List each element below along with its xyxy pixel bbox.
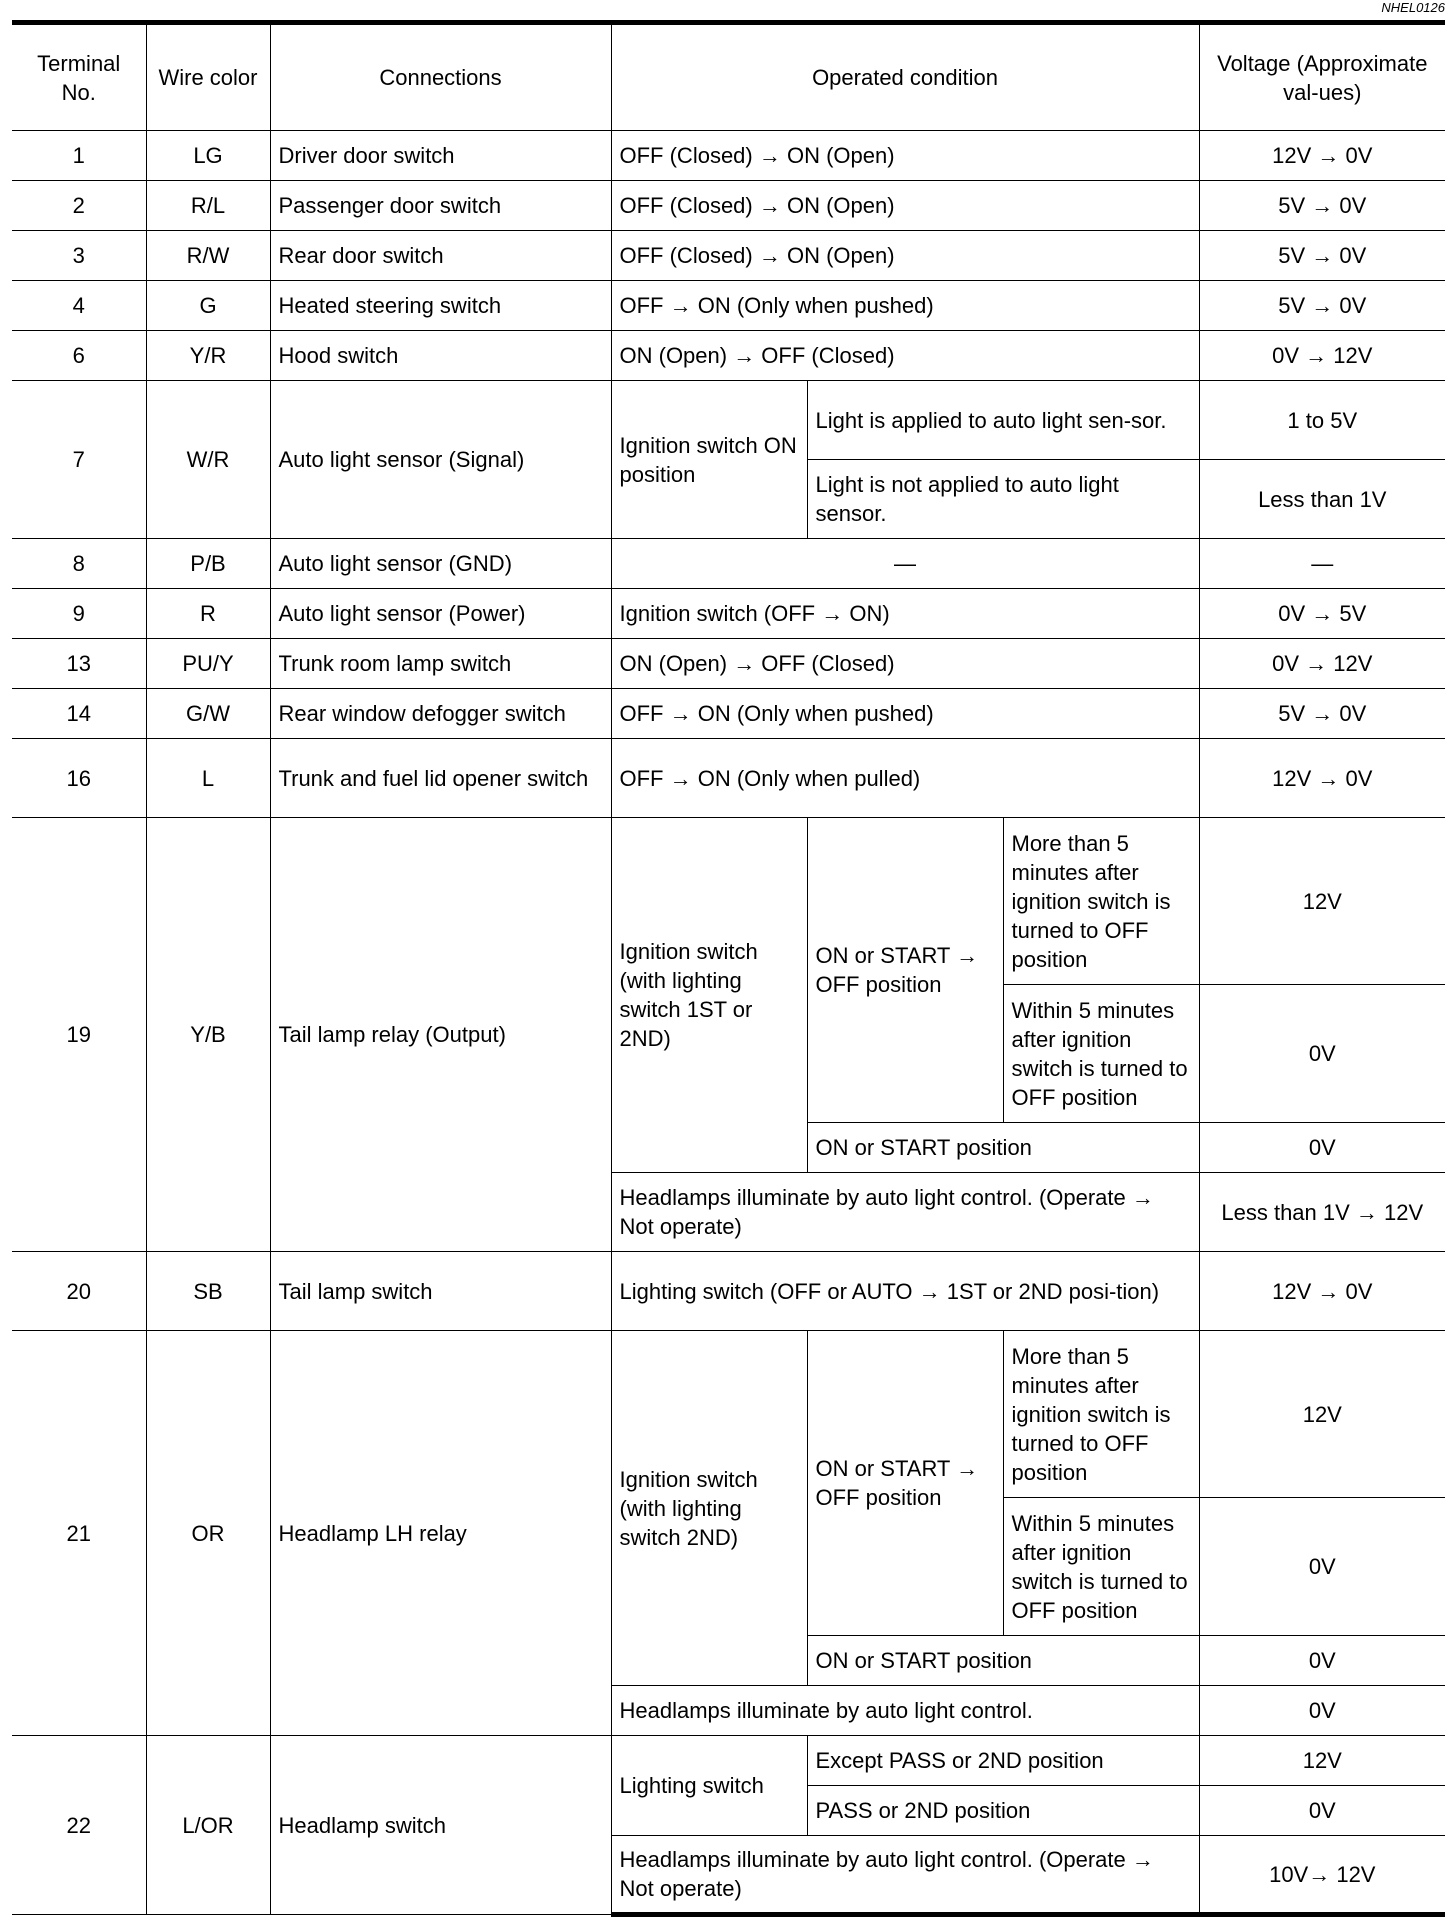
- table-row: [12, 818, 1445, 985]
- voltage-cell: 12V: [1199, 1736, 1445, 1786]
- table-row: [12, 689, 1445, 739]
- table-row: [12, 181, 1445, 231]
- terminal-cell: 16: [12, 739, 146, 818]
- voltage-cell: 0V → 5V: [1199, 589, 1445, 639]
- connection-cell: Hood switch: [270, 331, 611, 381]
- wire-cell: G: [146, 281, 270, 331]
- sub-condition-cell: Light is applied to auto light sen-sor.: [807, 381, 1199, 460]
- table-row: [12, 739, 1445, 818]
- voltage-cell: Less than 1V → 12V: [1199, 1173, 1445, 1252]
- sub-condition-cell: More than 5 minutes after ignition switch is turned to OFF position: [1003, 1331, 1199, 1498]
- connection-cell: Tail lamp relay (Output): [270, 818, 611, 1252]
- voltage-cell: 5V → 0V: [1199, 231, 1445, 281]
- terminal-cell: 4: [12, 281, 146, 331]
- terminal-cell: 2: [12, 181, 146, 231]
- wire-cell: R/W: [146, 231, 270, 281]
- voltage-cell: 0V: [1199, 985, 1445, 1123]
- voltage-cell: 0V → 12V: [1199, 331, 1445, 381]
- connection-cell: Trunk and fuel lid opener switch: [270, 739, 611, 818]
- voltage-cell: 0V: [1199, 1636, 1445, 1686]
- condition-cell: ON (Open) → OFF (Closed): [611, 639, 1199, 689]
- condition-cell: —: [611, 539, 1199, 589]
- voltage-cell: 1 to 5V: [1199, 381, 1445, 460]
- reference-code: NHEL0126: [1381, 0, 1445, 15]
- connection-cell: Headlamp switch: [270, 1736, 611, 1915]
- terminal-cell: 19: [12, 818, 146, 1252]
- terminal-cell: 21: [12, 1331, 146, 1736]
- connection-cell: Rear door switch: [270, 231, 611, 281]
- table-row: [12, 589, 1445, 639]
- condition-cell: Headlamps illuminate by auto light control. (Operate → Not operate): [611, 1836, 1199, 1915]
- wire-cell: LG: [146, 131, 270, 181]
- wire-cell: L/OR: [146, 1736, 270, 1915]
- condition-cell: OFF → ON (Only when pulled): [611, 739, 1199, 818]
- sub-condition-cell: ON or START position: [807, 1123, 1199, 1173]
- wire-cell: Y/R: [146, 331, 270, 381]
- header-wire: Wire color: [146, 23, 270, 131]
- terminal-cell: 7: [12, 381, 146, 539]
- condition-group-cell: Lighting switch: [611, 1736, 807, 1836]
- wire-cell: Y/B: [146, 818, 270, 1252]
- condition-cell: OFF (Closed) → ON (Open): [611, 131, 1199, 181]
- wire-cell: P/B: [146, 539, 270, 589]
- connection-cell: Auto light sensor (Power): [270, 589, 611, 639]
- connection-cell: Trunk room lamp switch: [270, 639, 611, 689]
- condition-cell: Lighting switch (OFF or AUTO → 1ST or 2ND posi-tion): [611, 1252, 1199, 1331]
- connection-cell: Passenger door switch: [270, 181, 611, 231]
- table-row: [12, 131, 1445, 181]
- voltage-cell: 0V: [1199, 1498, 1445, 1636]
- condition-cell: OFF (Closed) → ON (Open): [611, 231, 1199, 281]
- sub-condition-cell: Within 5 minutes after ignition switch is turned to OFF position: [1003, 985, 1199, 1123]
- voltage-cell: 5V → 0V: [1199, 181, 1445, 231]
- sub-condition-cell: PASS or 2ND position: [807, 1786, 1199, 1836]
- voltage-cell: 12V: [1199, 1331, 1445, 1498]
- connection-cell: Headlamp LH relay: [270, 1331, 611, 1736]
- header-connections: Connections: [270, 23, 611, 131]
- condition-cell: Headlamps illuminate by auto light control. (Operate → Not operate): [611, 1173, 1199, 1252]
- terminal-cell: 9: [12, 589, 146, 639]
- header-terminal: Terminal No.: [12, 23, 146, 131]
- wire-cell: L: [146, 739, 270, 818]
- connection-cell: Auto light sensor (GND): [270, 539, 611, 589]
- condition-group-cell: Ignition switch (with lighting switch 1ST or 2ND): [611, 818, 807, 1173]
- connection-cell: Rear window defogger switch: [270, 689, 611, 739]
- condition-group-cell: Ignition switch (with lighting switch 2ND): [611, 1331, 807, 1686]
- condition-cell: ON (Open) → OFF (Closed): [611, 331, 1199, 381]
- wire-cell: PU/Y: [146, 639, 270, 689]
- connection-cell: Heated steering switch: [270, 281, 611, 331]
- voltage-cell: 12V → 0V: [1199, 739, 1445, 818]
- terminal-cell: 1: [12, 131, 146, 181]
- header-condition: Operated condition: [611, 23, 1199, 131]
- table-row: [12, 281, 1445, 331]
- condition-cell: OFF (Closed) → ON (Open): [611, 181, 1199, 231]
- terminal-cell: 8: [12, 539, 146, 589]
- terminal-cell: 13: [12, 639, 146, 689]
- terminal-table: [12, 20, 1445, 1917]
- table-row: [12, 1736, 1445, 1786]
- connection-cell: Auto light sensor (Signal): [270, 381, 611, 539]
- condition-cell: Headlamps illuminate by auto light control.: [611, 1686, 1199, 1736]
- voltage-cell: 0V: [1199, 1786, 1445, 1836]
- table-row: [12, 1331, 1445, 1498]
- terminal-cell: 20: [12, 1252, 146, 1331]
- condition-group-cell: ON or START → OFF position: [807, 1331, 1003, 1636]
- wire-cell: SB: [146, 1252, 270, 1331]
- voltage-cell: 12V → 0V: [1199, 1252, 1445, 1331]
- wire-cell: R/L: [146, 181, 270, 231]
- voltage-cell: 10V→ 12V: [1199, 1836, 1445, 1915]
- voltage-cell: 0V: [1199, 1686, 1445, 1736]
- condition-cell: OFF → ON (Only when pushed): [611, 281, 1199, 331]
- voltage-cell: Less than 1V: [1199, 460, 1445, 539]
- terminal-cell: 22: [12, 1736, 146, 1915]
- condition-cell: Ignition switch (OFF → ON): [611, 589, 1199, 639]
- terminal-cell: 3: [12, 231, 146, 281]
- voltage-cell: 0V: [1199, 1123, 1445, 1173]
- wire-cell: OR: [146, 1331, 270, 1736]
- sub-condition-cell: More than 5 minutes after ignition switch is turned to OFF position: [1003, 818, 1199, 985]
- table-row: [12, 231, 1445, 281]
- terminal-cell: 6: [12, 331, 146, 381]
- table-row: [12, 1252, 1445, 1331]
- wire-cell: G/W: [146, 689, 270, 739]
- voltage-cell: 0V → 12V: [1199, 639, 1445, 689]
- condition-group-cell: Ignition switch ON position: [611, 381, 807, 539]
- wire-cell: R: [146, 589, 270, 639]
- voltage-cell: 5V → 0V: [1199, 689, 1445, 739]
- voltage-cell: 12V: [1199, 818, 1445, 985]
- wire-cell: W/R: [146, 381, 270, 539]
- connection-cell: Tail lamp switch: [270, 1252, 611, 1331]
- header-voltage: Voltage (Approximate val-ues): [1199, 23, 1445, 131]
- terminal-cell: 14: [12, 689, 146, 739]
- sub-condition-cell: Within 5 minutes after ignition switch is turned to OFF position: [1003, 1498, 1199, 1636]
- sub-condition-cell: Light is not applied to auto light sensor.: [807, 460, 1199, 539]
- voltage-cell: —: [1199, 539, 1445, 589]
- voltage-cell: 5V → 0V: [1199, 281, 1445, 331]
- table-row: [12, 539, 1445, 589]
- condition-group-cell: ON or START → OFF position: [807, 818, 1003, 1123]
- header-row: [12, 23, 1445, 131]
- table-row: [12, 381, 1445, 460]
- condition-cell: OFF → ON (Only when pushed): [611, 689, 1199, 739]
- sub-condition-cell: ON or START position: [807, 1636, 1199, 1686]
- voltage-cell: 12V → 0V: [1199, 131, 1445, 181]
- table-row: [12, 639, 1445, 689]
- connection-cell: Driver door switch: [270, 131, 611, 181]
- table-row: [12, 331, 1445, 381]
- sub-condition-cell: Except PASS or 2ND position: [807, 1736, 1199, 1786]
